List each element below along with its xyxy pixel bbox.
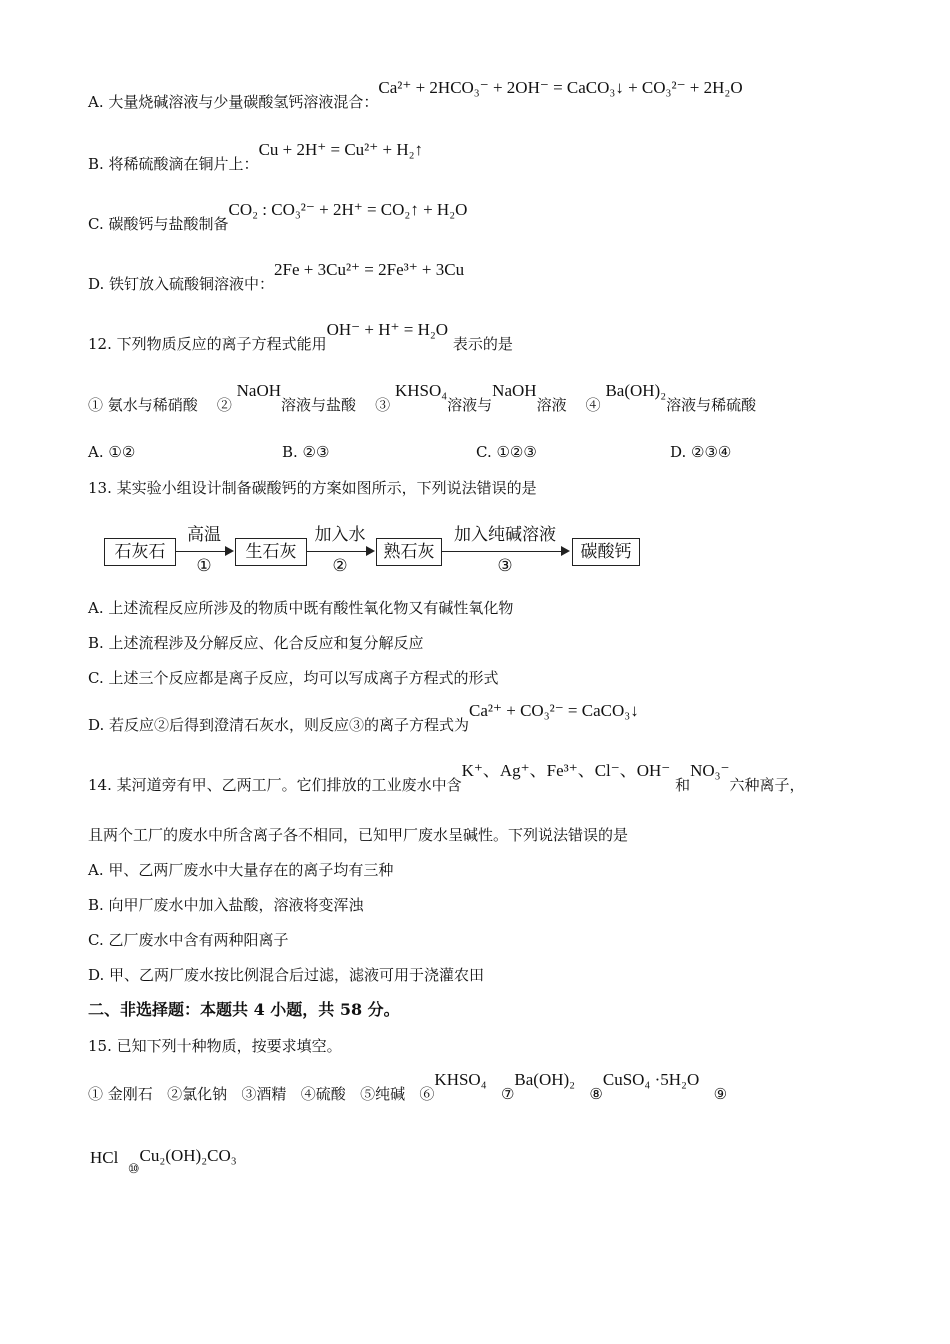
option-text: B. 向甲厂废水中加入盐酸，溶液将变浑浊 (88, 896, 364, 914)
item-text: ③酒精 (241, 1085, 287, 1103)
flow-diagram (104, 524, 644, 580)
option-text: C. 上述三个反应都是离子反应，均可以写成离子方程式的形式 (88, 669, 499, 687)
q14-option-a (88, 860, 393, 880)
item-text: 溶液与稀硫酸 (666, 396, 757, 414)
flow-arrow-2-number: ② (332, 556, 348, 576)
option-text: B. 上述流程涉及分解反应、化合反应和复分解反应 (88, 634, 424, 652)
flow-box-calcium-carbonate: 碳酸钙 (572, 538, 640, 566)
stem-text: 12. 下列物质反应的离子方程式能用 (88, 335, 327, 353)
q12-stem (88, 320, 513, 354)
flow-box-limestone: 石灰石 (104, 538, 176, 566)
item-text: ① 金刚石 (88, 1085, 153, 1103)
ion-list: K⁺、Ag⁺、Fe³⁺、Cl⁻、OH⁻ (461, 761, 671, 780)
q11-option-a (88, 78, 743, 112)
q14-option-d (88, 965, 484, 985)
item-text: 溶液与盐酸 (281, 396, 357, 414)
item-text: 溶液 (536, 396, 567, 414)
flow-arrow-3 (442, 551, 568, 552)
flow-arrow-3-label: 加入纯碱溶液 (454, 525, 556, 545)
item-number: ⑧ (589, 1085, 603, 1103)
flow-arrow-1-number: ① (196, 556, 212, 576)
item-text: 溶液与 (447, 396, 493, 414)
stem-text: 且两个工厂的废水中所含离子各不相同，已知甲厂废水呈碱性。下列说法错误的是 (88, 826, 629, 844)
option-text: D. 甲、乙两厂废水按比例混合后过滤，滤液可用于浇灌农田 (88, 966, 485, 984)
flow-arrow-1 (176, 551, 232, 552)
choice-text: D. ②③④ (670, 443, 732, 461)
ion-nitrate: NO₃⁻ (690, 761, 730, 780)
choice-text: A. ①② (88, 443, 136, 461)
q13-option-b (88, 633, 424, 653)
item-text: ① 氨水与稀硝酸 (88, 396, 198, 414)
q14-stem-line1 (88, 761, 805, 795)
item-formula: KHSO₄ (434, 1070, 487, 1089)
section-heading: 二、非选择题：本题共 4 小题，共 58 分。 (88, 1000, 400, 1019)
option-formula: 2Fe + 3Cu²⁺ = 2Fe³⁺ + 3Cu (274, 260, 465, 279)
flow-box-slakedlime: 熟石灰 (376, 538, 442, 566)
flow-arrow-1-label: 高温 (187, 525, 221, 545)
q11-option-d (88, 260, 465, 294)
q12-choice-d (670, 442, 731, 462)
item-number: ③ (375, 396, 391, 414)
item-number: ⑨ (713, 1085, 728, 1103)
item-number: ④ (585, 396, 601, 414)
q15-stem (88, 1036, 342, 1056)
item-formula: HCl (90, 1148, 119, 1167)
q12-items (88, 381, 757, 415)
q12-choice-b (282, 442, 329, 462)
q13-option-d (88, 701, 639, 735)
q14-option-b (88, 895, 364, 915)
item-number: ② (216, 396, 232, 414)
item-formula: CuSO₄ ·5H₂O (602, 1070, 700, 1089)
item-number: ⑥ (419, 1085, 435, 1103)
q13-stem (88, 478, 537, 498)
stem-text: 表示的是 (452, 335, 513, 353)
stem-formula: OH⁻ + H⁺ = H₂O (326, 320, 449, 339)
item-text: ④硫酸 (300, 1085, 346, 1103)
q15-items-line1 (88, 1070, 728, 1104)
flow-arrow-2 (307, 551, 373, 552)
item-formula: NaOH (236, 381, 282, 400)
q13-option-c (88, 668, 498, 688)
q13-option-a (88, 598, 513, 618)
stem-text: 14. 某河道旁有甲、乙两工厂。它们排放的工业废水中含 (88, 776, 462, 794)
item-formula: Ba(OH)₂ (605, 381, 667, 400)
q11-option-c (88, 200, 468, 234)
stem-text: 六种离子， (729, 776, 805, 794)
option-text: D. 铁钉放入硫酸铜溶液中： (88, 275, 275, 293)
stem-text: 和 (675, 776, 691, 794)
option-text: A. 甲、乙两厂废水中大量存在的离子均有三种 (88, 861, 394, 879)
option-formula: Ca²⁺ + CO₃²⁻ = CaCO₃↓ (469, 701, 639, 720)
q12-choice-c (476, 442, 537, 462)
stem-text: 13. 某实验小组设计制备碳酸钙的方案如图所示，下列说法错误的是 (88, 479, 537, 497)
q14-stem-line2 (88, 825, 628, 845)
flow-arrow-2-label: 加入水 (314, 525, 366, 545)
option-text: D. 若反应②后得到澄清石灰水，则反应③的离子方程式为 (88, 716, 470, 734)
item-formula: NaOH (492, 381, 537, 400)
choice-text: C. ①②③ (476, 443, 537, 461)
option-text: C. 乙厂废水中含有两种阳离子 (88, 931, 289, 949)
item-text: ②氯化钠 (167, 1085, 228, 1103)
item-formula: Cu₂(OH)₂CO₃ (139, 1146, 237, 1165)
q11-option-b (88, 140, 424, 174)
flow-arrow-3-number: ③ (497, 556, 513, 576)
option-formula: Ca²⁺ + 2HCO₃⁻ + 2OH⁻ = CaCO₃↓ + CO₃²⁻ + 2H₂O (378, 78, 743, 97)
option-text: B. 将稀硫酸滴在铜片上： (88, 155, 259, 173)
stem-text: 15. 已知下列十种物质，按要求填空。 (88, 1037, 342, 1055)
item-number: ⑩ (127, 1162, 140, 1177)
option-text: A. 大量烧碱溶液与少量碳酸氢钙溶液混合： (88, 93, 379, 111)
flow-box-quicklime: 生石灰 (235, 538, 307, 566)
option-formula: Cu + 2H⁺ = Cu²⁺ + H₂↑ (258, 140, 424, 159)
option-formula: CO₂ : CO₃²⁻ + 2H⁺ = CO₂↑ + H₂O (228, 200, 468, 219)
choice-text: B. ②③ (282, 443, 330, 461)
item-number: ⑦ (500, 1085, 515, 1103)
item-text: ⑤纯碱 (360, 1085, 406, 1103)
q15-items-line2 (90, 1146, 237, 1177)
q12-choice-a (88, 442, 135, 462)
option-text: A. 上述流程反应所涉及的物质中既有酸性氧化物又有碱性氧化物 (88, 599, 514, 617)
item-formula: KHSO₄ (394, 381, 448, 400)
option-text: C. 碳酸钙与盐酸制备 (88, 215, 229, 233)
item-formula: Ba(OH)₂ (514, 1070, 576, 1089)
q14-option-c (88, 930, 288, 950)
